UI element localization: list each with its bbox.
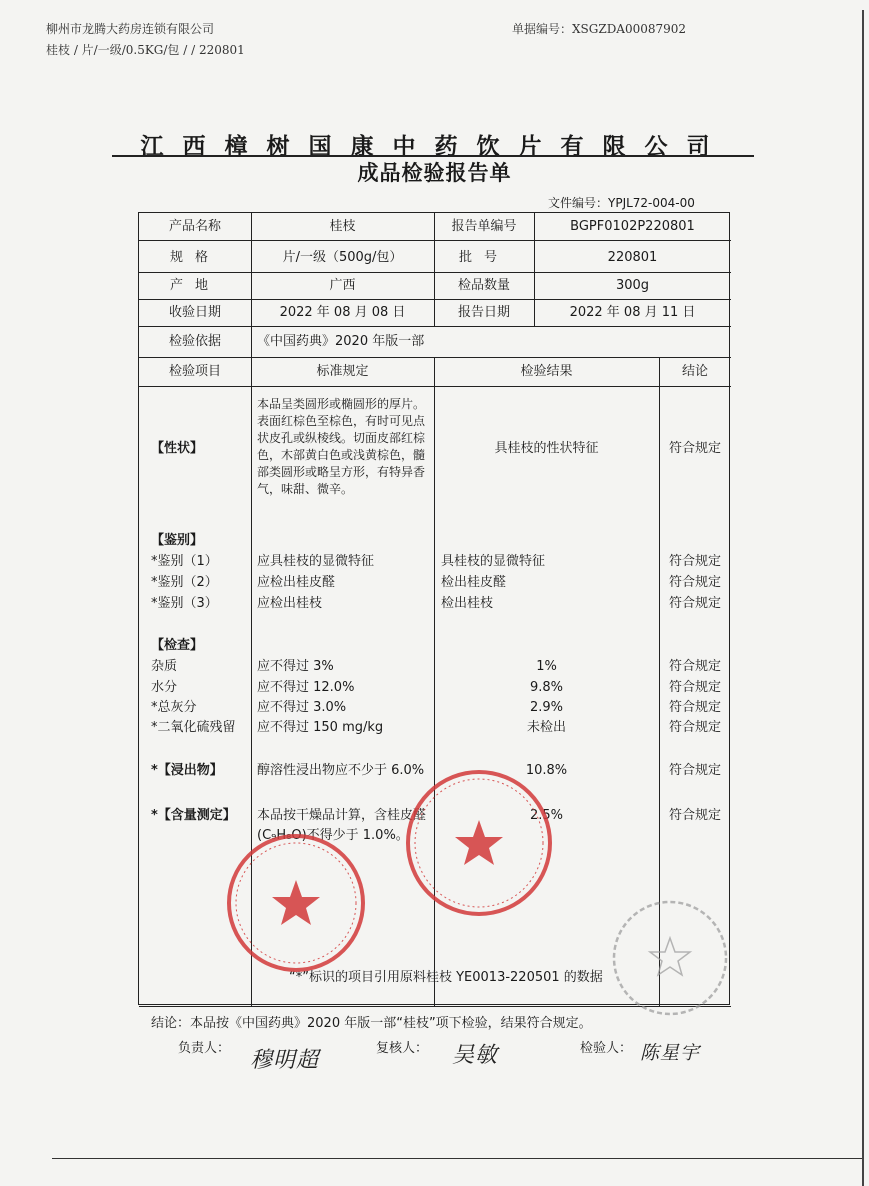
- report-date-label: 报告日期: [457, 305, 510, 320]
- table-row-standard: 应不得过 150 mg/kg: [257, 720, 384, 735]
- reviewer-signature: 吴敏: [452, 1043, 499, 1068]
- table-row-conclusion: 符合规定: [668, 659, 721, 674]
- table-row-item: *总灰分: [151, 700, 197, 715]
- table-row-item: *鉴别（1）: [151, 554, 218, 569]
- table-row-standard: 应检出桂枝: [257, 596, 323, 611]
- quantity: 300g: [615, 278, 650, 293]
- table-row-item: 水分: [151, 680, 178, 695]
- company-name: 江西樟树国康中药饮片有限公司: [140, 134, 729, 160]
- report-no: BGPF0102P220801: [570, 219, 695, 234]
- table-row-item: *鉴别（2）: [151, 575, 218, 590]
- report-title: 成品检验报告单: [357, 161, 512, 185]
- table-row-conclusion: 符合规定: [668, 720, 721, 735]
- character-conclusion: 符合规定: [668, 441, 721, 456]
- table-row-result: 未检出: [526, 720, 566, 735]
- product-name-label: 产品名称: [168, 219, 221, 234]
- table-row-conclusion: 符合规定: [668, 700, 721, 715]
- extract-conclusion: 符合规定: [668, 763, 721, 778]
- quantity-label: 检品数量: [457, 278, 510, 293]
- basis-label: 检验依据: [168, 334, 221, 349]
- assay-standard-line1: 本品按干燥品计算，含桂皮醛: [257, 808, 427, 823]
- scan-edge: [862, 10, 864, 1186]
- character-item: 【性状】: [151, 441, 204, 456]
- row-divider: [139, 386, 731, 387]
- file-number: 文件编号：YPJL72-004-00: [548, 196, 695, 210]
- row-divider: [139, 299, 731, 300]
- header-product-line: 桂枝 / 片/一级/0.5KG/包 / / 220801: [46, 43, 245, 57]
- spec-label: 规格: [169, 250, 220, 265]
- col-header-standard: 标准规定: [316, 364, 369, 379]
- assay-standard-line2: (C₉H₈O)不得少于 1.0%。: [257, 828, 409, 843]
- identification-heading: 【鉴别】: [151, 533, 204, 548]
- row-divider: [139, 240, 731, 241]
- character-result: 具桂枝的性状特征: [494, 441, 599, 456]
- extract-item: *【浸出物】: [151, 763, 223, 778]
- spec: 片/一级（500g/包）: [282, 250, 403, 265]
- table-row-standard: 应具桂枝的显微特征: [257, 554, 375, 569]
- table-row-standard: 应不得过 3%: [257, 659, 334, 674]
- header-company: 柳州市龙腾大药房连锁有限公司: [46, 22, 215, 36]
- table-row-item: *鉴别（3）: [151, 596, 218, 611]
- company-seal-icon: [225, 832, 367, 974]
- assay-result: 2.5%: [529, 808, 564, 823]
- inspector-label: 检验人：: [580, 1041, 633, 1056]
- final-conclusion: 结论：本品按《中国药典》2020 年版一部“桂枝”项下检验，结果符合规定。: [151, 1016, 592, 1031]
- col-header-item: 检验项目: [168, 364, 221, 379]
- responsible-label: 负责人：: [178, 1041, 231, 1056]
- row-divider: [139, 357, 731, 358]
- receive-date-label: 收验日期: [168, 305, 221, 320]
- header-doc-no: 单据编号：XSGZDA00087902: [512, 22, 687, 36]
- inspection-heading: 【检查】: [151, 638, 204, 653]
- receive-date: 2022 年 08 月 08 日: [279, 305, 406, 320]
- product-name: 桂枝: [329, 219, 356, 234]
- table-row-result: 1%: [536, 659, 557, 674]
- inspector-signature: 陈星宇: [640, 1042, 701, 1064]
- table-row-result: 2.9%: [529, 700, 564, 715]
- table-row-conclusion: 符合规定: [668, 596, 721, 611]
- table-row-result: 检出桂枝: [441, 596, 494, 611]
- row-divider: [139, 326, 731, 327]
- table-row-result: 具桂枝的显微特征: [441, 554, 546, 569]
- assay-item: *【含量测定】: [151, 808, 236, 823]
- table-row-conclusion: 符合规定: [668, 575, 721, 590]
- assay-conclusion: 符合规定: [668, 808, 721, 823]
- col-header-result: 检验结果: [520, 364, 573, 379]
- table-row-standard: 应不得过 3.0%: [257, 700, 347, 715]
- bottom-rule: [52, 1158, 864, 1159]
- report-date: 2022 年 08 月 11 日: [569, 305, 696, 320]
- col-header-conclusion: 结论: [681, 364, 708, 379]
- responsible-signature: 穆明超: [250, 1048, 320, 1073]
- table-row-standard: 应检出桂皮醛: [257, 575, 336, 590]
- extract-result: 10.8%: [525, 763, 568, 778]
- origin: 广西: [329, 278, 356, 293]
- row-divider: [139, 272, 731, 273]
- extract-standard: 醇溶性浸出物应不少于 6.0%: [257, 763, 425, 778]
- table-row-item: 杂质: [151, 659, 178, 674]
- origin-label: 产地: [169, 278, 220, 293]
- batch-label: 批号: [458, 250, 509, 265]
- table-row-conclusion: 符合规定: [668, 554, 721, 569]
- footnote: “*”标识的项目引用原料桂枝 YE0013-220501 的数据: [289, 970, 603, 985]
- inspection-seal-icon: [404, 768, 554, 918]
- report-no-label: 报告单编号: [451, 219, 517, 234]
- basis: 《中国药典》2020 年版一部: [257, 334, 425, 349]
- table-row-conclusion: 符合规定: [668, 680, 721, 695]
- batch: 220801: [607, 250, 658, 265]
- faint-seal-icon: [610, 898, 730, 1018]
- table-row-item: *二氧化硫残留: [151, 720, 236, 735]
- table-row-result: 检出桂皮醛: [441, 575, 507, 590]
- character-standard: 本品呈类圆形或椭圆形的厚片。表面红棕色至棕色，有时可见点状皮孔或纵棱线。切面皮部红棕色，木部黄白色或浅黄棕色，髓部类圆形或略呈方形，有特异香气，味甜、微辛。: [257, 397, 426, 496]
- reviewer-label: 复核人：: [376, 1041, 429, 1056]
- table-row-result: 9.8%: [529, 680, 564, 695]
- table-row-standard: 应不得过 12.0%: [257, 680, 355, 695]
